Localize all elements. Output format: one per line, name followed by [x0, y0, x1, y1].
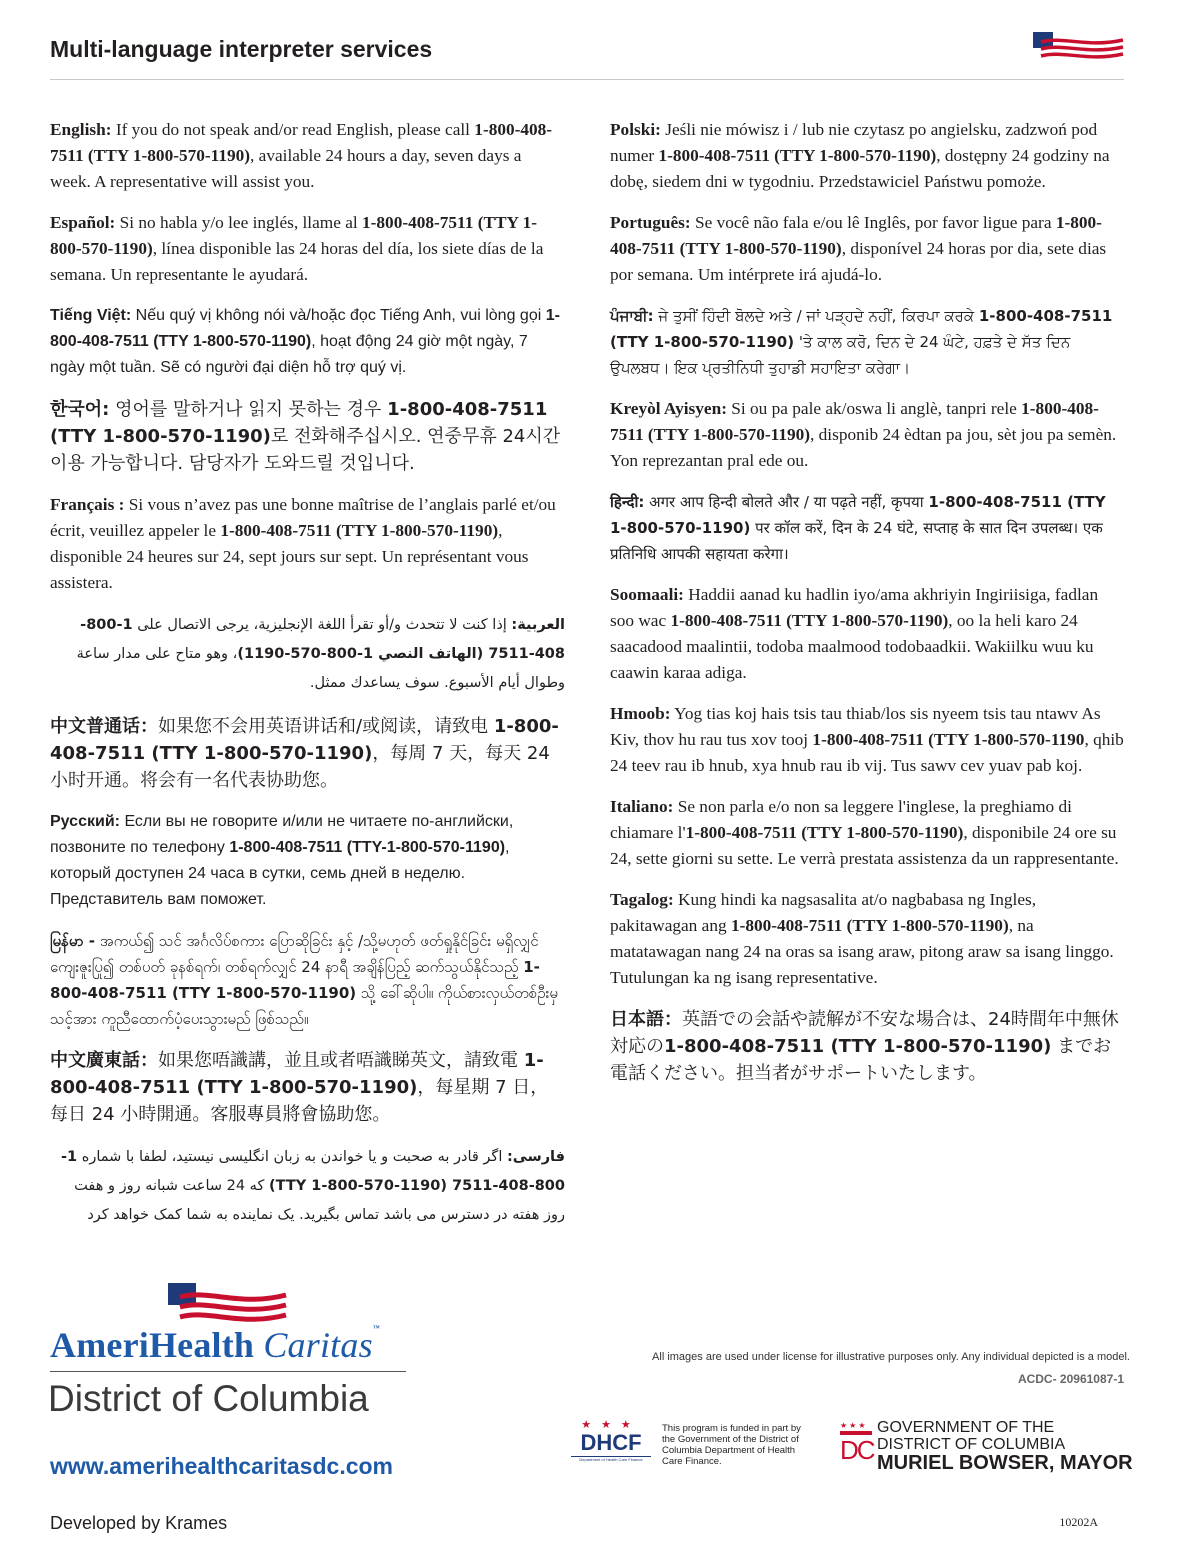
entry-farsi: فارسی: اگر قادر به صحبت و یا خواندن به زبان انگلیسی نیستید، لطفا با شماره 1-800-408-7511 (TTY 1-800-570-1190) که 24 ساعت شبانه روز و هفت روز هفته در دسترس می باشد تماس بگیرید. یک نماینده به شما کمک خواهد کرد	[61, 1149, 565, 1223]
phone-number: 1-800-408-7511 (TTY-1-800-570-1190)	[229, 839, 506, 856]
right-column	[610, 117, 1125, 1102]
government-district: DISTRICT OF COLUMBIA	[877, 1436, 1066, 1453]
header-divider	[50, 79, 1124, 80]
dhcf-logo: ★★★ DHCF Department of Health Care Finance	[567, 1419, 655, 1475]
phone-number: 1-800-408-7511 (TTY 1-800-570-1190)	[610, 399, 1099, 444]
phone-number: 1-800-408-7511 (TTY 1-800-570-1190)	[50, 1050, 544, 1098]
entry-mandarin: 中文普通话：如果您不会用英语讲话和/或阅读，请致电 1-800-408-7511 (TTY 1-800-570-1190)，每周 7 天，每天 24 小时开通。将会有一名代表协助您。	[50, 716, 559, 791]
phone-number: 1-800-408-7511 (TTY 1-800-570-1190	[812, 730, 1085, 749]
phone-number: 1-800-408-7511 (TTY 1-800-570-1190)	[50, 120, 553, 165]
mayor-name: MURIEL BOWSER, MAYOR	[877, 1452, 1133, 1474]
star-icon: ★★★	[581, 1419, 641, 1431]
phone-number: 1-800-408-7511 (TTY 1-800-570-1190)	[610, 213, 1102, 258]
phone-number: 1-800-408-7511 (TTY 1-800-570-1190)	[220, 521, 499, 540]
brand-flag-icon	[168, 1283, 288, 1323]
star-icon: ★★★	[840, 1421, 868, 1430]
entry-english: English: If you do not speak and/or read English, please call 1-800-408-7511 (TTY 1-800-570-1190), available 24 hours a day, seven days a week. A representative will assist you.	[50, 120, 553, 191]
entry-arabic: العربية: إذا كنت لا تتحدث و/أو تقرأ اللغة الإنجليزية، يرجى الاتصال على 1-800-408-7511 (الهاتف النصي 1-800-570-1190)، وهو متاح على مدار ساعة وطوال أيام الأسبوع. سوف يساعدك ممثل.	[76, 617, 565, 691]
entry-portuguese: Português: Se você não fala e/ou lê Inglês, por favor ligue para 1-800-408-7511 (TTY 1-800-570-1190), disponível 24 horas por dia, sete dias por semana. Um intérprete irá ajudá-lo.	[610, 213, 1107, 284]
government-label: GOVERNMENT OF THE	[877, 1419, 1055, 1436]
entry-somali: Soomaali: Haddii aanad ku hadlin iyo/ama akhriyin Ingiriisiga, fadlan soo wac 1-800-408-7511 (TTY 1-800-570-1190), oo la heli karo 24 saacadood maalintii, todoba maalmood todobaadkii. Wakiilku wuu ku caawin karaa adiga.	[610, 585, 1099, 682]
document-code: ACDC- 20961087-1	[1017, 1372, 1124, 1386]
phone-number: 1-800-408-7511 (TTY 1-800-570-1190)	[658, 146, 937, 165]
brand-region: District of Columbia	[48, 1378, 369, 1419]
dc-government-logo: ★★★ DC	[840, 1421, 874, 1465]
entry-punjabi: ਪੰਜਾਬੀ: ਜੇ ਤੁਸੀਂ ਹਿੰਦੀ ਬੋਲਦੇ ਅਤੇ / ਜਾਂ ਪੜ੍ਹਦੇ ਨਹੀਂ, ਕਿਰਪਾ ਕਰਕੇ 1-800-408-7511 (TTY 1-800-570-1190) 'ਤੇ ਕਾਲ ਕਰੋ, ਦਿਨ ਦੇ 24 ਘੰਟੇ, ਹਫ਼ਤੇ ਦੇ ਸੱਤ ਦਿਨ ਉਪਲਬਧ। ਇਕ ਪ੍ਰਤੀਨਿਧੀ ਤੁਹਾਡੀ ਸਹਾਇਤਾ ਕਰੇਗਾ।	[610, 307, 1113, 377]
phone-number: 1-800-408-7511 (TTY 1-800-570-1190)	[50, 958, 540, 1002]
phone-number: 1-800-408-7511 (TTY 1-800-570-1190)	[664, 1036, 1052, 1057]
page-title: Multi-language interpreter services	[50, 36, 433, 62]
phone-number: 1-800-408-7511 (TTY 1-800-570-1190)	[670, 611, 949, 630]
brand-divider	[50, 1371, 406, 1372]
left-column	[50, 117, 565, 1245]
entry-cantonese: 中文廣東話：如果您唔識講，並且或者唔識睇英文，請致電 1-800-408-7511 (TTY 1-800-570-1190)，每星期 7 日，每日 24 小時開通。客服專員將會協助您。	[50, 1050, 549, 1125]
entry-japanese: 日本語：英語での会話や読解が不安な場合は、24時間年中無休対応の1-800-408-7511 (TTY 1-800-570-1190) までお電話ください。担当者がサポートいたします。	[610, 1009, 1119, 1084]
phone-number: 1-800-408-7511 (TTY 1-800-570-1190)	[61, 1149, 565, 1194]
website-link[interactable]: www.amerihealthcaritasdc.com	[50, 1453, 394, 1479]
flag-logo-icon	[1033, 32, 1125, 60]
developed-by: Developed by Krames	[50, 1513, 228, 1533]
entry-hindi: हिन्दी: अगर आप हिन्दी बोलते और / या पढ़ते नहीं, कृपया 1-800-408-7511 (TTY 1-800-570-1190) पर कॉल करें, दिन के 24 घंटे, सप्ताह के सात दिन उपलब्ध। एक प्रतिनिधि आपकी सहायता करेगा।	[610, 493, 1106, 563]
phone-number: 1-800-408-7511 (TTY 1-800-570-1190)	[610, 493, 1106, 537]
phone-number: 1-800-408-7511 (TTY 1-800-570-1190)	[50, 399, 548, 447]
entry-russian: Русский: Если вы не говорите и/или не читаете по-английски, позвоните по телефону 1-800-408-7511 (TTY-1-800-570-1190), который доступен 24 часа в сутки, семь дней в неделю. Представитель вам поможет.	[50, 813, 514, 908]
phone-number: 1-800-408-7511 (TTY 1-800-570-1190)	[730, 916, 1009, 935]
phone-number: 1-800-408-7511 (الهاتف النصي 1-800-570-1190)	[80, 617, 565, 662]
funding-note: This program is funded in part by the Government of the District of Columbia Department of Health Care Finance.	[662, 1423, 801, 1467]
phone-number: 1-800-408-7511 (TTY 1-800-570-1190)	[685, 823, 964, 842]
entry-tagalog: Tagalog: Kung hindi ka nagsasalita at/o nagbabasa ng Ingles, pakitawagan ang 1-800-408-7511 (TTY 1-800-570-1190), na matatawagan nang 24 na oras sa isang araw, pitong araw sa isang linggo. Tutulungan ka ng isang representative.	[610, 890, 1114, 987]
entry-polish: Polski: Jeśli nie mówisz i / lub nie czytasz po angielsku, zadzwoń pod numer 1-800-408-7511 (TTY 1-800-570-1190), dostępny 24 godziny na dobę, siedem dni w tygodniu. Przedstawiciel Państwu pomoże.	[610, 120, 1110, 191]
phone-number: 1-800-408-7511 (TTY 1-800-570-1190)	[50, 213, 538, 258]
entry-korean: 한국어: 영어를 말하거나 읽지 못하는 경우 1-800-408-7511 (TTY 1-800-570-1190)로 전화해주십시오. 연중무휴 24시간 이용 가능합니다. 담당자가 도와드릴 것입니다.	[50, 399, 561, 474]
entry-french: Français : Si vous n’avez pas une bonne maîtrise de l’anglais parlé et/ou écrit, veuillez appeler le 1-800-408-7511 (TTY 1-800-570-1190), disponible 24 heures sur 24, sept jours sur sept. Un représentant vous assistera.	[50, 495, 556, 592]
phone-number: 1-800-408-7511 (TTY 1-800-570-1190)	[610, 307, 1113, 351]
brand-logo-text: AmeriHealth Caritas™	[50, 1324, 380, 1365]
form-number: 10202A	[1059, 1515, 1098, 1529]
entry-spanish: Español: Si no habla y/o lee inglés, llame al 1-800-408-7511 (TTY 1-800-570-1190), línea disponible las 24 horas del día, los siete días de la semana. Un representante le ayudará.	[50, 213, 544, 284]
entry-vietnamese: Tiếng Việt: Nếu quý vị không nói và/hoặc đọc Tiếng Anh, vui lòng gọi 1-800-408-7511 (TTY 1-800-570-1190), hoạt động 24 giờ một ngày, 7 ngày một tuần. Sẽ có người đại diện hỗ trợ quý vị.	[50, 307, 560, 376]
entry-italian: Italiano: Se non parla e/o non sa leggere l'inglese, la preghiamo di chiamare l'1-800-408-7511 (TTY 1-800-570-1190), disponibile 24 ore su 24, sette giorni su sette. Le verrà prestata assistenza da un rappresentante.	[610, 797, 1119, 868]
entry-hmong: Hmoob: Yog tias koj hais tsis tau thiab/los sis nyeem tsis tau ntawv As Kiv, thov hu rau tus xov tooj 1-800-408-7511 (TTY 1-800-570-1190, qhib 24 teev rau ib hnub, xya hnub rau ib vij. Tus sawv cev yuav pab koj.	[610, 704, 1124, 775]
phone-number: 1-800-408-7511 (TTY 1-800-570-1190)	[50, 716, 559, 764]
entry-burmese: မြန်မာ - အကယ်၍ သင် အင်္ဂလိပ်စကား ပြောဆိုခြင်း နှင့် /သို့မဟုတ် ဖတ်ရှုနိုင်ခြင်း မရှိလျှင် ကျေးဇူးပြု၍ တစ်ပတ် ခုနစ်ရက်၊ တစ်ရက်လျှင် 24 နာရီ အချိန်ပြည့် ဆက်သွယ်နိုင်သည့် 1-800-408-7511 (TTY 1-800-570-1190) သို့ ခေါ်ဆိုပါ။ ကိုယ်စားလှယ်တစ်ဦးမှ သင့်အား ကူညီထောက်ပံ့ပေးသွားမည် ဖြစ်သည်။	[50, 932, 558, 1028]
license-note: All images are used under license for illustrative purposes only. Any individual depicted is a model.	[652, 1351, 1130, 1363]
phone-number: 1-800-408-7511 (TTY 1-800-570-1190)	[50, 307, 560, 350]
entry-haitian-creole: Kreyòl Ayisyen: Si ou pa pale ak/oswa li anglè, tanpri rele 1-800-408-7511 (TTY 1-800-570-1190), disponib 24 èdtan pa jou, sèt jou pa semèn. Yon reprezantan pral ede ou.	[610, 399, 1117, 470]
